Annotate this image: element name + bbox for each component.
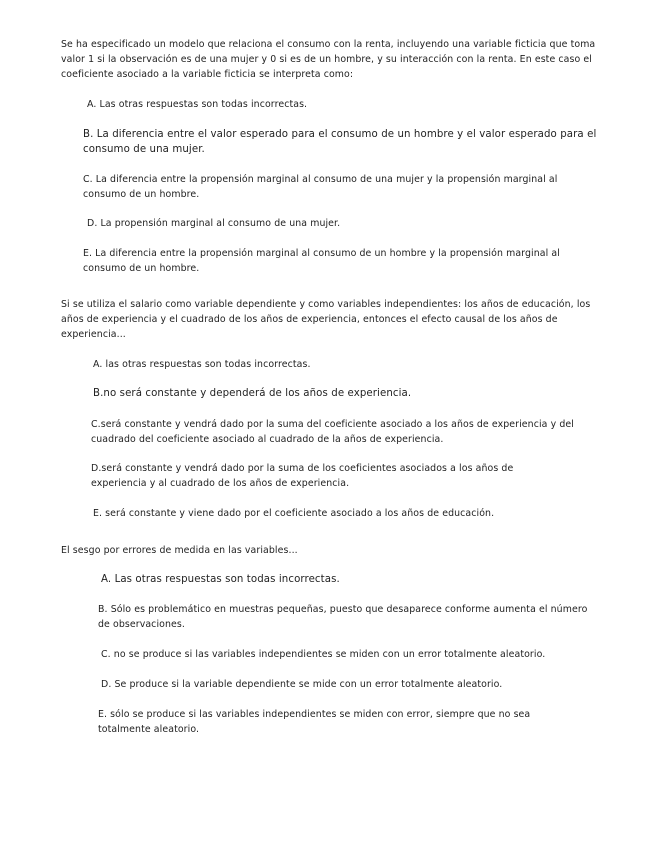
question-3-option-b: B. Sólo es problemático en muestras pequeñas, puesto que desaparece conforme aumenta el número de observaciones.	[98, 604, 588, 631]
question-3-text: El sesgo por errores de medida en las variables...	[61, 545, 298, 556]
question-3-option-a: A. Las otras respuestas son todas incorrectas.	[101, 574, 340, 585]
question-2-option-e: E. será constante y viene dado por el coeficiente asociado a los años de educación.	[93, 508, 495, 519]
question-1-option-c: C. La diferencia entre la propensión marginal al consumo de una mujer y la propensión marginal al consumo de un hombre.	[83, 174, 558, 201]
question-2-option-a: A. las otras respuestas son todas incorrectas.	[93, 359, 311, 370]
question-1-option-a: A. Las otras respuestas son todas incorrectas.	[87, 99, 308, 110]
question-2-text: Si se utiliza el salario como variable dependiente y como variables independientes: los años de educación, los años de experiencia y el cuadrado de los años de experiencia, entonces el efecto causal de los años de experiencia...	[61, 299, 591, 341]
question-3-option-c: C. no se produce si las variables independientes se miden con un error totalmente aleatorio.	[101, 649, 546, 660]
question-1-text: Se ha especificado un modelo que relaciona el consumo con la renta, incluyendo una variable ficticia que toma valor 1 si la observación es de una mujer y 0 si es de un hombre, y su interacción con la renta. En este caso el coeficiente asociado a la variable ficticia se interpreta como:	[61, 39, 596, 81]
question-1-option-b: B. La diferencia entre el valor esperado para el consumo de un hombre y el valor esperado para el consumo de una mujer.	[83, 129, 597, 156]
question-1-option-d: D. La propensión marginal al consumo de una mujer.	[87, 218, 341, 229]
question-2-option-b: B.no será constante y dependerá de los años de experiencia.	[93, 388, 412, 399]
question-3-option-d: D. Se produce si la variable dependiente se mide con un error totalmente aleatorio.	[101, 679, 503, 690]
question-2-option-d: D.será constante y vendrá dado por la suma de los coeficientes asociados a los años de experiencia y al cuadrado de los años de experiencia.	[91, 463, 514, 490]
question-3-option-e: E. sólo se produce si las variables independientes se miden con error, siempre que no sea totalmente aleatorio.	[98, 709, 531, 736]
question-2-option-c: C.será constante y vendrá dado por la suma del coeficiente asociado a los años de experiencia y del cuadrado del coeficiente asociado al cuadrado de la años de experiencia.	[91, 419, 574, 446]
question-1-option-e: E. La diferencia entre la propensión marginal al consumo de un hombre y la propensión marginal al consumo de un hombre.	[83, 248, 560, 275]
